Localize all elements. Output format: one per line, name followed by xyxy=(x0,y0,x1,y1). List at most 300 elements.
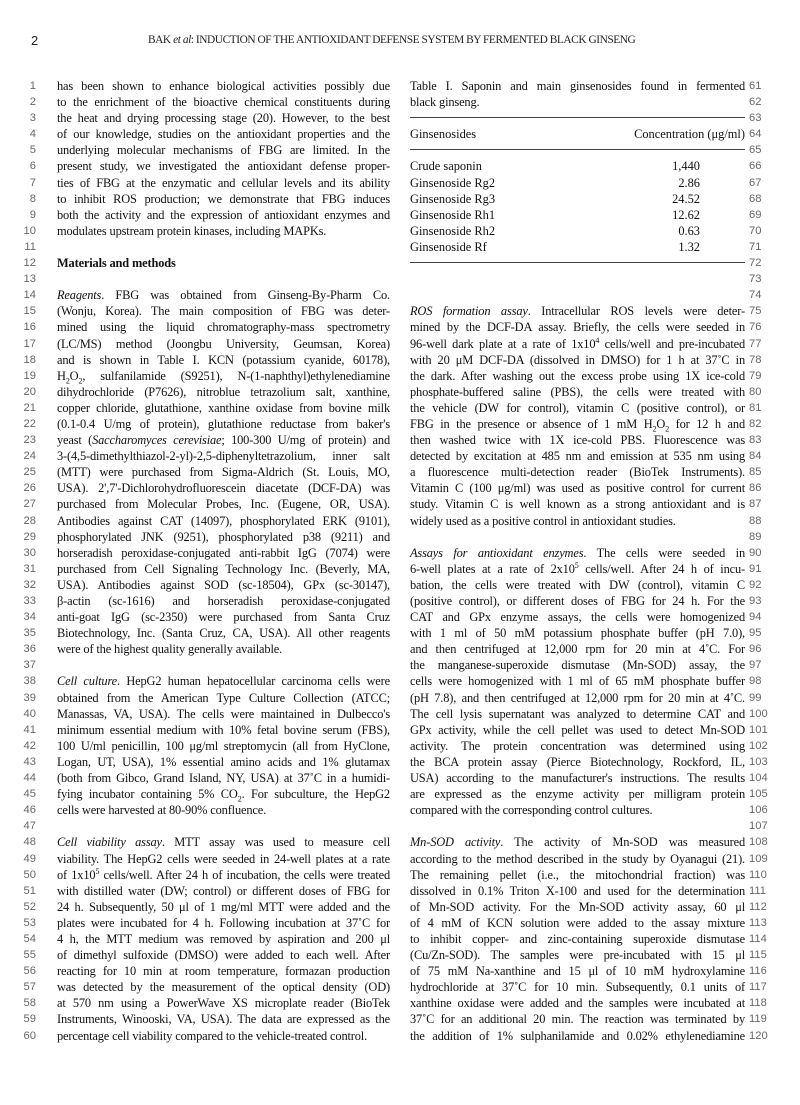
text-line: 4 h, the MTT medium was removed by aspiration and 200 μl xyxy=(57,931,390,946)
runin-heading: Mn-SOD activity xyxy=(410,835,501,850)
text-span: 6-well plates at a rate of 2x10 xyxy=(410,561,575,576)
line-number: 20 xyxy=(23,385,36,398)
line-number: 118 xyxy=(749,997,767,1010)
text-span: cells/well. After 24 h of incubation, the cells were treated xyxy=(99,867,391,882)
text-line: purchased from Cell Signaling Technology Inc. (Beverly, MA, xyxy=(57,561,390,576)
line-number: 74 xyxy=(749,289,762,302)
line-number: 18 xyxy=(23,353,36,366)
text-line: copper chloride, glutathione, xanthine oxidase from bovine milk xyxy=(57,400,390,415)
line-number: 42 xyxy=(23,739,36,752)
line-number: 26 xyxy=(23,482,36,495)
line-number: 40 xyxy=(23,707,36,720)
line-number: 41 xyxy=(23,723,36,736)
line-number: 115 xyxy=(749,949,767,962)
column-header: Ginsenosides xyxy=(410,127,477,142)
text-span: . HepG2 human hepatocellular carcinoma cells were xyxy=(117,674,390,689)
text-line: of our knowledge, studies on the antioxidant properties and the xyxy=(57,127,390,142)
text-line: the addition of 1% sulphanilamide and 0.02% ethylenediamine xyxy=(410,1028,745,1043)
line-number: 23 xyxy=(23,434,36,447)
text-line: (LC/MS) method (Joongbu University, Geumsan, Korea) xyxy=(57,336,390,351)
text-line: Instruments, Winooski, VA, USA). The data are expressed as the xyxy=(57,1012,390,1027)
line-number: 83 xyxy=(749,434,762,447)
text-line: 24 h. Subsequently, 50 μl of 1 mg/ml MTT were added and the xyxy=(57,899,390,914)
text-line: dihydrochloride (P7626), nitroblue tetrazolium salt, xanthine, xyxy=(57,384,390,399)
line-number: 71 xyxy=(749,240,762,253)
reagents-paragraph xyxy=(57,287,390,657)
text-line: Manassas, VA, USA). The cells were maintained in Dulbecco's xyxy=(57,706,390,721)
line-number: 30 xyxy=(23,546,36,559)
text-line: (Cu/Zn-SOD). The samples were pre-incubated with 15 μl xyxy=(410,948,745,963)
line-number: 108 xyxy=(749,836,768,849)
text-line: plates were incubated for 4 h. Following incubation at 37˚C for xyxy=(57,915,390,930)
text-span: . The cells were seeded in xyxy=(583,545,745,560)
text-line: are expressed as the enzyme activity per milligram protein xyxy=(410,787,745,802)
text-line: detected by excitation at 485 nm and emission at 535 nm using xyxy=(410,449,745,464)
line-number: 112 xyxy=(749,900,767,913)
table-rule-bottom xyxy=(410,255,745,271)
table-cell-name: Ginsenoside Rg2 xyxy=(410,175,496,190)
text-line: modulates upstream protein kinases, including MAPKs. xyxy=(57,223,327,238)
text-line xyxy=(57,867,390,883)
text-line: ties of FBG at the enzymatic and cellular levels and its ability xyxy=(57,175,390,190)
line-number: 98 xyxy=(749,675,762,688)
line-number: 31 xyxy=(23,562,36,575)
text-line: at 570 nm using a PowerWave XS microplate reader (BioTek xyxy=(57,996,390,1011)
text-line: Antibodies against CAT (14097), phosphorylated ERK (9101), xyxy=(57,513,390,528)
species-name: Saccharomyces cerevisiae xyxy=(92,433,222,448)
table-cell-value: 24.52 xyxy=(672,191,700,206)
table-cell-value: 1.32 xyxy=(678,239,700,254)
text-line: FBG in the presence or absence of 1 mM $H_2O_2$ for 12 h and xyxy=(410,416,745,434)
text-span: fying incubator containing 5% CO xyxy=(57,787,238,802)
text-line: viability. The HepG2 cells were seeded in 24-well plates at a rate xyxy=(57,851,390,866)
line-number: 13 xyxy=(23,273,36,286)
line-number: 75 xyxy=(749,305,762,318)
text-line: was detected by the measurement of the optical density (OD) xyxy=(57,980,390,995)
line-number: 29 xyxy=(23,530,36,543)
line-number: 7 xyxy=(29,176,36,189)
table-rule-top xyxy=(410,110,745,126)
blank-line xyxy=(410,287,745,303)
line-number: 78 xyxy=(749,353,762,366)
line-number: 51 xyxy=(23,884,36,897)
running-title-etal: et al xyxy=(173,34,191,46)
text-span: . Intracellular ROS levels were deter- xyxy=(527,304,745,319)
cell-viability-paragraph xyxy=(57,834,390,1043)
text-line: dissolved in 0.1% Triton X-100 and used for the determination xyxy=(410,883,745,898)
text-line xyxy=(57,786,390,802)
blank-line xyxy=(410,529,745,545)
line-number: 94 xyxy=(749,611,762,624)
text-line: cells were homogenized with 1 ml of 65 mM phosphate buffer xyxy=(410,674,745,689)
ros-paragraph xyxy=(410,303,745,528)
text-line xyxy=(410,545,745,561)
runin-heading: Cell culture xyxy=(57,674,118,689)
table-cell-value: 2.86 xyxy=(678,175,700,190)
text-line: of Mn-SOD activity. For the Mn-SOD activity assay, 60 μl xyxy=(410,899,745,914)
text-line: the dark. After washing out the excess probe using 1X ice-cold xyxy=(410,368,745,383)
text-line: mined using the liquid chromatography-mass spectrometry xyxy=(57,320,390,335)
line-number: 106 xyxy=(749,804,768,817)
text-line: mined by the DCF-DA assay. Briefly, the cells were seeded in xyxy=(410,320,745,335)
text-line: Biotechnology, Inc. (Santa Cruz, CA, USA). All other reagents xyxy=(57,626,390,641)
blank-line xyxy=(57,239,390,255)
text-line: cells were harvested at 80-90% confluence. xyxy=(57,803,267,818)
text-line: 3-(4,5-dimethylthiazol-2-yl)-2,5-diphenyltetrazolium, inner salt xyxy=(57,449,390,464)
line-number: 65 xyxy=(749,144,762,157)
text-line: the heat and drying processing stage (20). However, to the best xyxy=(57,111,390,126)
blank-line xyxy=(410,271,745,287)
line-number: 91 xyxy=(749,562,762,575)
text-line: the vehicle (DW for control), vitamin C (positive control), or xyxy=(410,400,745,415)
line-number: 79 xyxy=(749,369,762,382)
line-number: 89 xyxy=(749,530,762,543)
line-number: 8 xyxy=(29,192,36,205)
text-line: anti-goat IgG (sc-2350) were purchased from Santa Cruz xyxy=(57,610,390,625)
text-line: CAT and GPx enzyme assays, the cells were homogenized xyxy=(410,610,745,625)
subscript: 2 xyxy=(237,794,242,804)
table-caption: Table I. Saponin and main ginsenosides found in fermented xyxy=(410,79,745,93)
line-number: 64 xyxy=(749,128,762,141)
line-number: 58 xyxy=(23,997,36,1010)
line-number: 62 xyxy=(749,96,762,109)
text-span: . For subculture, the HepG2 xyxy=(241,787,390,802)
line-number: 107 xyxy=(749,820,768,833)
text-line: and then centrifuged at 12,000 rpm for 20 min at 4˚C. For xyxy=(410,642,745,657)
text-line: reacting for 10 min at room temperature, formazan production xyxy=(57,964,390,979)
line-number: 3 xyxy=(29,112,36,125)
text-span: of 1x10 xyxy=(57,867,96,882)
text-line: a fluorescence multi-detection reader (BioTek Instruments). xyxy=(410,465,745,480)
text-line: Logan, UT, USA), 1% essential amino acids and 1% glutamax xyxy=(57,754,390,769)
line-number: 11 xyxy=(24,240,36,253)
text-line: (MTT) were purchased from Sigma-Aldrich (St. Louis, MO, xyxy=(57,465,390,480)
line-number: 27 xyxy=(23,498,36,511)
text-line: (both from Gibco, Grand Island, NY, USA) at 37˚C in a humidi- xyxy=(57,771,390,786)
superscript: 4 xyxy=(595,335,600,345)
line-number: 120 xyxy=(749,1029,768,1042)
page-header xyxy=(0,33,800,53)
text-line: The remaining pellet (i.e., the mitochondrial fraction) was xyxy=(410,867,745,882)
line-number: 28 xyxy=(23,514,36,527)
line-number: 99 xyxy=(749,691,762,704)
line-number: 49 xyxy=(23,852,36,865)
line-number: 39 xyxy=(23,691,36,704)
text-line: to inhibit ROS production; we demonstrate that FBG induces xyxy=(57,191,390,206)
text-line: with 1 ml of 50 mM potassium phosphate buffer (pH 7.0), xyxy=(410,626,745,641)
text-line: present study, we investigated the antioxidant defense proper- xyxy=(57,159,390,174)
line-number: 2 xyxy=(29,96,36,109)
table-cell-value: 1,440 xyxy=(672,159,700,174)
text-line: with 20 μM DCF-DA (dissolved in DMSO) for 1 h at 37˚C in xyxy=(410,352,745,367)
blank-line xyxy=(57,818,390,834)
line-number: 36 xyxy=(23,643,36,656)
text-line xyxy=(57,834,390,850)
text-line: with distilled water (DW; control) or different doses of FBG for xyxy=(57,883,390,898)
line-number: 85 xyxy=(749,466,762,479)
line-number: 6 xyxy=(29,160,36,173)
text-line: widely used as a positive control in antioxidant studies. xyxy=(410,513,676,528)
intro-paragraph xyxy=(57,78,390,239)
line-number: 76 xyxy=(749,321,762,334)
text-line: $H_2O_2$, sulfanilamide (S9251), N-(1-naphthyl)ethylenediamine xyxy=(57,368,390,386)
line-number: 110 xyxy=(749,868,767,881)
text-line: according to the method described in the study by Oyanagui (21). xyxy=(410,851,745,866)
runin-heading: ROS formation assay xyxy=(410,304,528,319)
text-span: , sulfanilamide (S9251), N-(1-naphthyl)ethylenediamine xyxy=(82,368,390,383)
line-number: 113 xyxy=(749,916,767,929)
subscript: 2 xyxy=(78,376,83,386)
line-number: 16 xyxy=(23,321,36,334)
table-cell-name: Ginsenoside Rh2 xyxy=(410,223,496,238)
text-line: purchased from Molecular Probes, Inc. (Eugene, OR, USA). xyxy=(57,497,390,512)
line-number: 14 xyxy=(23,289,36,302)
line-number: 47 xyxy=(23,820,36,833)
text-line: of 4 mM of KCN solution were added to the assay mixture xyxy=(410,915,745,930)
text-line: β-actin (sc-1616) and horseradish peroxidase-conjugated xyxy=(57,594,390,608)
enzymes-paragraph xyxy=(410,545,745,819)
text-span: for 12 h and xyxy=(669,416,745,431)
text-line xyxy=(410,336,745,352)
text-line: USA) according to the manufacturer's instructions. The results xyxy=(410,771,745,786)
line-number: 103 xyxy=(749,755,768,768)
text-line: minimum essential medium with 10% fetal bovine serum (FBS), xyxy=(57,722,390,737)
line-number: 54 xyxy=(23,932,36,945)
table-cell-value: 0.63 xyxy=(678,223,700,238)
table-cell-name: Ginsenoside Rf xyxy=(410,239,487,254)
text-line: bation, the cells were treated with DW (control), vitamin C xyxy=(410,577,745,592)
text-line xyxy=(57,432,390,448)
text-line: USA). 2',7'-Dichlorohydrofluorescein diacetate (DCF-DA) was xyxy=(57,481,390,496)
text-line: of dimethyl sulfoxide (DMSO) were added to each well. After xyxy=(57,948,390,963)
line-number: 17 xyxy=(23,337,36,350)
runin-heading: Reagents xyxy=(57,288,102,303)
line-number: 86 xyxy=(749,482,762,495)
line-numbers-right xyxy=(749,78,779,1044)
text-line: compared with the corresponding control cultures. xyxy=(410,803,653,818)
line-number: 119 xyxy=(749,1013,767,1026)
text-line: then washed twice with 1X ice-cold PBS. Fluorescence was xyxy=(410,433,745,448)
text-line: USA). Antibodies against SOD (sc-18504), GPx (sc-30147), xyxy=(57,577,390,592)
line-number: 55 xyxy=(23,949,36,962)
table-row xyxy=(410,158,745,174)
line-number: 35 xyxy=(23,627,36,640)
line-number: 57 xyxy=(23,981,36,994)
text-span: cells/well. After 24 h of incu- xyxy=(578,561,745,576)
text-line xyxy=(57,673,390,689)
table-row xyxy=(410,191,745,207)
line-number: 73 xyxy=(749,273,762,286)
line-number: 10 xyxy=(23,224,36,237)
line-number: 61 xyxy=(749,80,762,92)
line-number: 50 xyxy=(23,868,36,881)
running-title xyxy=(148,34,635,46)
right-column xyxy=(410,78,745,1044)
text-line: (Wonju, Korea). The main composition of FBG was deter- xyxy=(57,304,390,319)
text-line: has been shown to enhance biological activities possibly due xyxy=(57,79,390,93)
line-number: 82 xyxy=(749,417,762,430)
line-number: 63 xyxy=(749,112,762,125)
superscript: 5 xyxy=(95,866,100,876)
text-line: activity. The protein concentration was determined using xyxy=(410,738,745,753)
line-number: 111 xyxy=(749,884,767,897)
line-number: 90 xyxy=(749,546,762,559)
line-number: 37 xyxy=(23,659,36,672)
line-number: 9 xyxy=(29,208,36,221)
line-number: 92 xyxy=(749,578,762,591)
text-span: . MTT assay was used to measure cell xyxy=(161,835,390,850)
line-number: 38 xyxy=(23,675,36,688)
line-number: 15 xyxy=(23,305,36,318)
text-line xyxy=(410,303,745,319)
line-number: 24 xyxy=(23,450,36,463)
table-cell-name: Crude saponin xyxy=(410,159,482,174)
table-cell-name: Ginsenoside Rg3 xyxy=(410,191,496,206)
text-line: Vitamin C (100 μg/ml) was used as positive control for current xyxy=(410,481,745,496)
line-number: 100 xyxy=(749,707,768,720)
line-number: 60 xyxy=(23,1029,36,1042)
text-line: (pH 7.8), and then centrifuged at 12,000 rpm for 20 min at 4˚C. xyxy=(410,690,745,705)
line-number: 96 xyxy=(749,643,762,656)
text-span: yeast ( xyxy=(57,433,93,448)
line-number: 1 xyxy=(29,80,36,92)
line-number: 81 xyxy=(749,401,762,414)
text-span: 96-well dark plate at a rate of 1x10 xyxy=(410,336,596,351)
text-span: . The activity of Mn-SOD was measured xyxy=(500,835,745,850)
table-row xyxy=(410,175,745,191)
line-number: 48 xyxy=(23,836,36,849)
line-number: 101 xyxy=(749,723,768,736)
table-header-row xyxy=(410,126,745,142)
page-number: 2 xyxy=(31,33,39,48)
text-line: both the activity and the expression of antioxidant enzymes and xyxy=(57,207,390,222)
line-number: 5 xyxy=(29,144,36,157)
running-title-authors: BAK xyxy=(148,34,174,46)
text-line: to the enrichment of the bioactive chemical constituents during xyxy=(57,95,390,110)
cell-culture-paragraph xyxy=(57,673,390,818)
text-line: (0.1-0.4 U/mg of protein), glutathione reductase from baker's xyxy=(57,416,390,431)
line-number: 68 xyxy=(749,192,762,205)
table-1 xyxy=(410,78,745,271)
mnsod-paragraph xyxy=(410,834,745,1043)
line-number: 102 xyxy=(749,739,768,752)
table-row xyxy=(410,207,745,223)
line-numbers-left xyxy=(8,78,36,1044)
line-number: 46 xyxy=(23,804,36,817)
text-span: . FBG was obtained from Ginseng-By-Pharm Co. xyxy=(101,288,390,303)
left-column xyxy=(57,78,390,1044)
line-number: 21 xyxy=(23,401,36,414)
text-line: phosphate-buffered saline (PBS), the cells were treated with xyxy=(410,384,745,399)
text-line: horseradish peroxidase-conjugated anti-rabbit IgG (7074) were xyxy=(57,545,390,560)
blank-line xyxy=(57,657,390,673)
line-number: 12 xyxy=(23,257,36,270)
line-number: 56 xyxy=(23,965,36,978)
text-line: hydrochloride at 37˚C for 10 min. Subsequently, 0.1 units of xyxy=(410,980,745,995)
line-number: 59 xyxy=(23,1013,36,1026)
runin-heading: Assays for antioxidant enzymes xyxy=(410,545,584,560)
line-number: 114 xyxy=(749,932,767,945)
line-number: 25 xyxy=(23,466,36,479)
text-line: GPx activity, while the cell pellet was used to detect Mn-SOD xyxy=(410,722,745,737)
text-line: were of the highest quality generally available. xyxy=(57,642,283,657)
line-number: 117 xyxy=(749,981,767,994)
text-span: cells/well and pre-incubated xyxy=(599,336,746,351)
line-number: 34 xyxy=(23,611,36,624)
line-number: 72 xyxy=(749,257,762,270)
table-row xyxy=(410,223,745,239)
text-line: (positive control), or different doses of FBG for 24 h. For the xyxy=(410,594,745,608)
text-line: 37˚C for an additional 20 min. The reaction was terminated by xyxy=(410,1012,745,1027)
text-line: The cell lysis supernatant was analyzed to determine CAT and xyxy=(410,706,745,721)
section-heading: Materials and methods xyxy=(57,256,176,271)
text-line: 100 U/ml penicillin, 100 μg/ml streptomycin (all from HyClone, xyxy=(57,738,390,753)
line-number: 77 xyxy=(749,337,762,350)
runin-heading: Cell viability assay xyxy=(57,835,162,850)
table-rule-mid xyxy=(410,142,745,158)
line-number: 116 xyxy=(749,965,767,978)
text-line: the BCA protein assay (Pierce Biotechnology, Rockford, IL, xyxy=(410,754,745,769)
line-number: 88 xyxy=(749,514,762,527)
text-line: underlying molecular mechanisms of FBG are limited. In the xyxy=(57,143,390,158)
subscript: 2 xyxy=(652,424,657,434)
text-line: to inhibit copper- and zinc-containing superoxide dismutase xyxy=(410,931,745,946)
table-cell-value: 12.62 xyxy=(672,207,700,222)
text-line xyxy=(410,561,745,577)
column-header: Concentration (μg/ml) xyxy=(634,127,745,142)
subscript: 2 xyxy=(65,376,70,386)
line-number: 95 xyxy=(749,627,762,640)
text-line: and is shown in Table I. KCN (potassium cyanide, 60178), xyxy=(57,352,390,367)
line-number: 52 xyxy=(23,900,36,913)
line-number: 69 xyxy=(749,208,762,221)
line-number: 67 xyxy=(749,176,762,189)
blank-line xyxy=(410,818,745,834)
line-number: 45 xyxy=(23,788,36,801)
line-number: 44 xyxy=(23,772,36,785)
line-number: 22 xyxy=(23,417,36,430)
line-number: 104 xyxy=(749,772,768,785)
line-number: 32 xyxy=(23,578,36,591)
superscript: 5 xyxy=(574,560,579,570)
line-number: 19 xyxy=(23,369,36,382)
line-number: 43 xyxy=(23,755,36,768)
text-line xyxy=(410,834,745,850)
text-line: study. Vitamin C is well known as a strong antioxidant and is xyxy=(410,497,745,512)
text-line: phosphorylated JNK (9251), phosphorylated p38 (9211) and xyxy=(57,529,390,544)
line-number: 80 xyxy=(749,385,762,398)
line-number: 53 xyxy=(23,916,36,929)
table-cell-name: Ginsenoside Rh1 xyxy=(410,207,496,222)
subscript: 2 xyxy=(665,424,670,434)
text-line xyxy=(57,287,390,303)
running-title-rest: : INDUCTION OF THE ANTIOXIDANT DEFENSE SYSTEM BY FERMENTED BLACK GINSENG xyxy=(190,34,636,46)
text-line: of 75 mM Na-xanthine and 15 μl of 10 mM hydroxylamine xyxy=(410,964,745,979)
text-line: obtained from the American Type Culture Collection (ATCC; xyxy=(57,690,390,705)
text-line: the manganese-superoxide dismutase (Mn-SOD) assay, the xyxy=(410,658,745,673)
text-line: xanthine oxidase were added and the samples were incubated at xyxy=(410,996,745,1011)
line-number: 97 xyxy=(749,659,762,672)
line-number: 66 xyxy=(749,160,762,173)
text-span: ; 100-300 U/mg of protein) and xyxy=(221,433,390,448)
blank-line xyxy=(57,271,390,287)
line-number: 109 xyxy=(749,852,768,865)
text-span: FBG in the presence or absence of 1 mM H xyxy=(410,416,653,431)
line-number: 105 xyxy=(749,788,768,801)
line-number: 70 xyxy=(749,224,762,237)
line-number: 93 xyxy=(749,595,762,607)
text-line: percentage cell viability compared to the vehicle-treated control. xyxy=(57,1028,368,1043)
